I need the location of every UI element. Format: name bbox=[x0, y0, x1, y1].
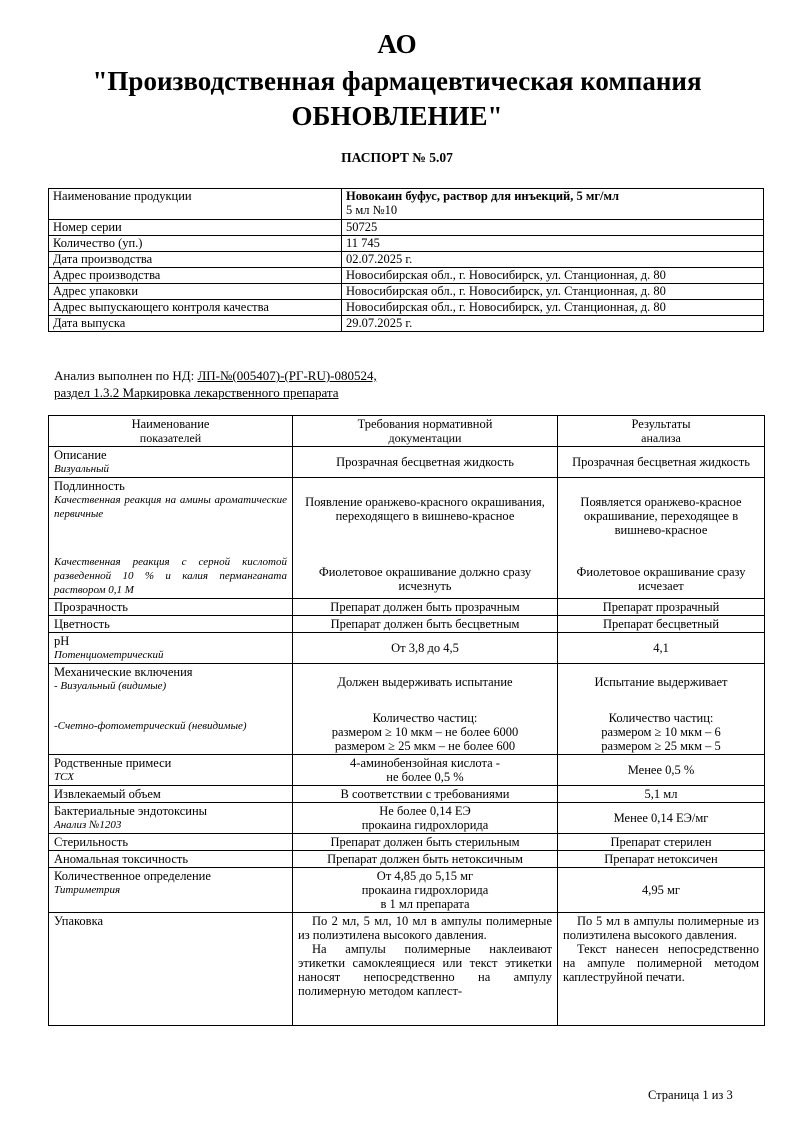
result-cell: Прозрачная бесцветная жидкость bbox=[558, 447, 765, 478]
table-row bbox=[49, 803, 765, 834]
requirement-cell: В соответствии с требованиями bbox=[293, 786, 558, 803]
indicator-cell: Аномальная токсичность bbox=[49, 851, 293, 868]
result-cell: 4,95 мг bbox=[558, 868, 765, 913]
table-row bbox=[49, 851, 765, 868]
table-row bbox=[49, 252, 764, 268]
requirement-cell: От 4,85 до 5,15 мг прокаина гидрохлорида в 1 мл препарата bbox=[293, 868, 558, 913]
indicator-cell: pH Потенциометрический bbox=[49, 633, 293, 664]
nd-section-link[interactable]: раздел 1.3.2 Маркировка лекарственного препарата bbox=[54, 385, 339, 400]
org-name: "Производственная фармацевтическая компания bbox=[92, 66, 702, 96]
results-table bbox=[48, 415, 765, 1026]
product-name: Новокаин буфус, раствор для инъекций, 5 мг/мл bbox=[346, 189, 620, 203]
result-cell: 5,1 мл bbox=[558, 786, 765, 803]
indicator-cell: Описание Визуальный bbox=[49, 447, 293, 478]
value-cell: 02.07.2025 г. bbox=[342, 252, 764, 268]
value-cell: Новосибирская обл., г. Новосибирск, ул. Станционная, д. 80 bbox=[342, 284, 764, 300]
result-cell: Препарат бесцветный bbox=[558, 616, 765, 633]
table-row bbox=[49, 268, 764, 284]
indicator-cell: Прозрачность bbox=[49, 599, 293, 616]
requirement-cell: От 3,8 до 4,5 bbox=[293, 633, 558, 664]
result-cell: 4,1 bbox=[558, 633, 765, 664]
label-cell: Адрес выпускающего контроля качества bbox=[49, 300, 342, 316]
product-info-table bbox=[48, 188, 764, 332]
result-cell: Менее 0,5 % bbox=[558, 755, 765, 786]
requirement-cell: По 2 мл, 5 мл, 10 мл в ампулы полимерные из полиэтилена высокого давления. На ампулы полимерные наклеивают этикетки самоклеящиеся или текст этикетки наносят непосредственно на ампулу полимерную методом каплест- bbox=[293, 913, 558, 1026]
indicator-cell: Стерильность bbox=[49, 834, 293, 851]
label-cell: Адрес упаковки bbox=[49, 284, 342, 300]
value-cell: 29.07.2025 г. bbox=[342, 316, 764, 332]
requirement-cell: Не более 0,14 ЕЭ прокаина гидрохлорида bbox=[293, 803, 558, 834]
column-header-results: Результаты анализа bbox=[558, 416, 765, 447]
result-cell: Препарат прозрачный bbox=[558, 599, 765, 616]
table-row bbox=[49, 220, 764, 236]
requirement-cell: Прозрачная бесцветная жидкость bbox=[293, 447, 558, 478]
product-pack: 5 мл №10 bbox=[346, 203, 398, 217]
table-row bbox=[49, 300, 764, 316]
value-cell: 11 745 bbox=[342, 236, 764, 252]
value-cell bbox=[342, 189, 764, 220]
requirement-cell: Препарат должен быть бесцветным bbox=[293, 616, 558, 633]
table-row bbox=[49, 284, 764, 300]
value-cell: Новосибирская обл., г. Новосибирск, ул. Станционная, д. 80 bbox=[342, 300, 764, 316]
indicator-cell: Цветность bbox=[49, 616, 293, 633]
analysis-note bbox=[54, 367, 377, 401]
label-cell: Номер серии bbox=[49, 220, 342, 236]
result-cell: Испытание выдерживает Количество частиц: размером ≥ 10 мкм – 6 размером ≥ 25 мкм – 5 bbox=[558, 664, 765, 755]
indicator-cell: Извлекаемый объем bbox=[49, 786, 293, 803]
indicator-cell: Подлинность Качественная реакция на амины ароматические первичные Качественная реакция с серной кислотой разведенной 10 % и калия перманганата раствором 0,1 М bbox=[49, 478, 293, 599]
indicator-cell: Бактериальные эндотоксины Анализ №1203 bbox=[49, 803, 293, 834]
table-row bbox=[49, 616, 765, 633]
indicator-cell: Механические включения - Визуальный (видимые) -Счетно-фотометрический (невидимые) bbox=[49, 664, 293, 755]
label-cell: Дата производства bbox=[49, 252, 342, 268]
table-header-row bbox=[49, 416, 765, 447]
table-row bbox=[49, 868, 765, 913]
column-header-name: Наименование показателей bbox=[49, 416, 293, 447]
table-row bbox=[49, 189, 764, 220]
label-cell: Наименование продукции bbox=[49, 189, 342, 220]
result-cell: Препарат стерилен bbox=[558, 834, 765, 851]
requirement-cell: Препарат должен быть стерильным bbox=[293, 834, 558, 851]
result-cell: Менее 0,14 ЕЭ/мг bbox=[558, 803, 765, 834]
column-header-requirements: Требования нормативной документации bbox=[293, 416, 558, 447]
analysis-prefix: Анализ выполнен по НД: bbox=[54, 368, 198, 383]
table-row bbox=[49, 786, 765, 803]
table-row bbox=[49, 755, 765, 786]
table-row bbox=[49, 447, 765, 478]
table-row bbox=[49, 599, 765, 616]
requirement-cell: 4-аминобензойная кислота - не более 0,5 % bbox=[293, 755, 558, 786]
requirement-cell: Появление оранжево-красного окрашивания, переходящего в вишнево-красное Фиолетовое окрашивание должно сразу исчезнуть bbox=[293, 478, 558, 599]
nd-reference-link[interactable]: ЛП-№(005407)-(РГ-RU)-080524, bbox=[197, 368, 377, 383]
label-cell: Адрес производства bbox=[49, 268, 342, 284]
table-row bbox=[49, 664, 765, 755]
value-cell: 50725 bbox=[342, 220, 764, 236]
requirement-cell: Должен выдерживать испытание Количество частиц: размером ≥ 10 мкм – не более 6000 размером ≥ 25 мкм – не более 600 bbox=[293, 664, 558, 755]
table-row bbox=[49, 236, 764, 252]
table-row bbox=[49, 478, 765, 599]
org-type: АО bbox=[377, 29, 417, 59]
table-row bbox=[49, 633, 765, 664]
passport-title: ПАСПОРТ № 5.07 bbox=[341, 150, 453, 165]
requirement-cell: Препарат должен быть прозрачным bbox=[293, 599, 558, 616]
indicator-cell: Родственные примеси ТСХ bbox=[49, 755, 293, 786]
requirement-cell: Препарат должен быть нетоксичным bbox=[293, 851, 558, 868]
org-name-continued: ОБНОВЛЕНИЕ" bbox=[291, 101, 503, 131]
result-cell: Появляется оранжево-красное окрашивание, переходящее в вишнево-красное Фиолетовое окрашивание сразу исчезает bbox=[558, 478, 765, 599]
value-cell: Новосибирская обл., г. Новосибирск, ул. Станционная, д. 80 bbox=[342, 268, 764, 284]
result-cell: По 5 мл в ампулы полимерные из полиэтилена высокого давления. Текст нанесен непосредственно на ампуле полимерной методом каплеструйной печати. bbox=[558, 913, 765, 1026]
table-row bbox=[49, 316, 764, 332]
result-cell: Препарат нетоксичен bbox=[558, 851, 765, 868]
indicator-cell: Количественное определение Титриметрия bbox=[49, 868, 293, 913]
label-cell: Дата выпуска bbox=[49, 316, 342, 332]
label-cell: Количество (уп.) bbox=[49, 236, 342, 252]
indicator-cell: Упаковка bbox=[49, 913, 293, 1026]
page-number: Страница 1 из 3 bbox=[648, 1088, 733, 1102]
table-row bbox=[49, 834, 765, 851]
table-row bbox=[49, 913, 765, 1026]
